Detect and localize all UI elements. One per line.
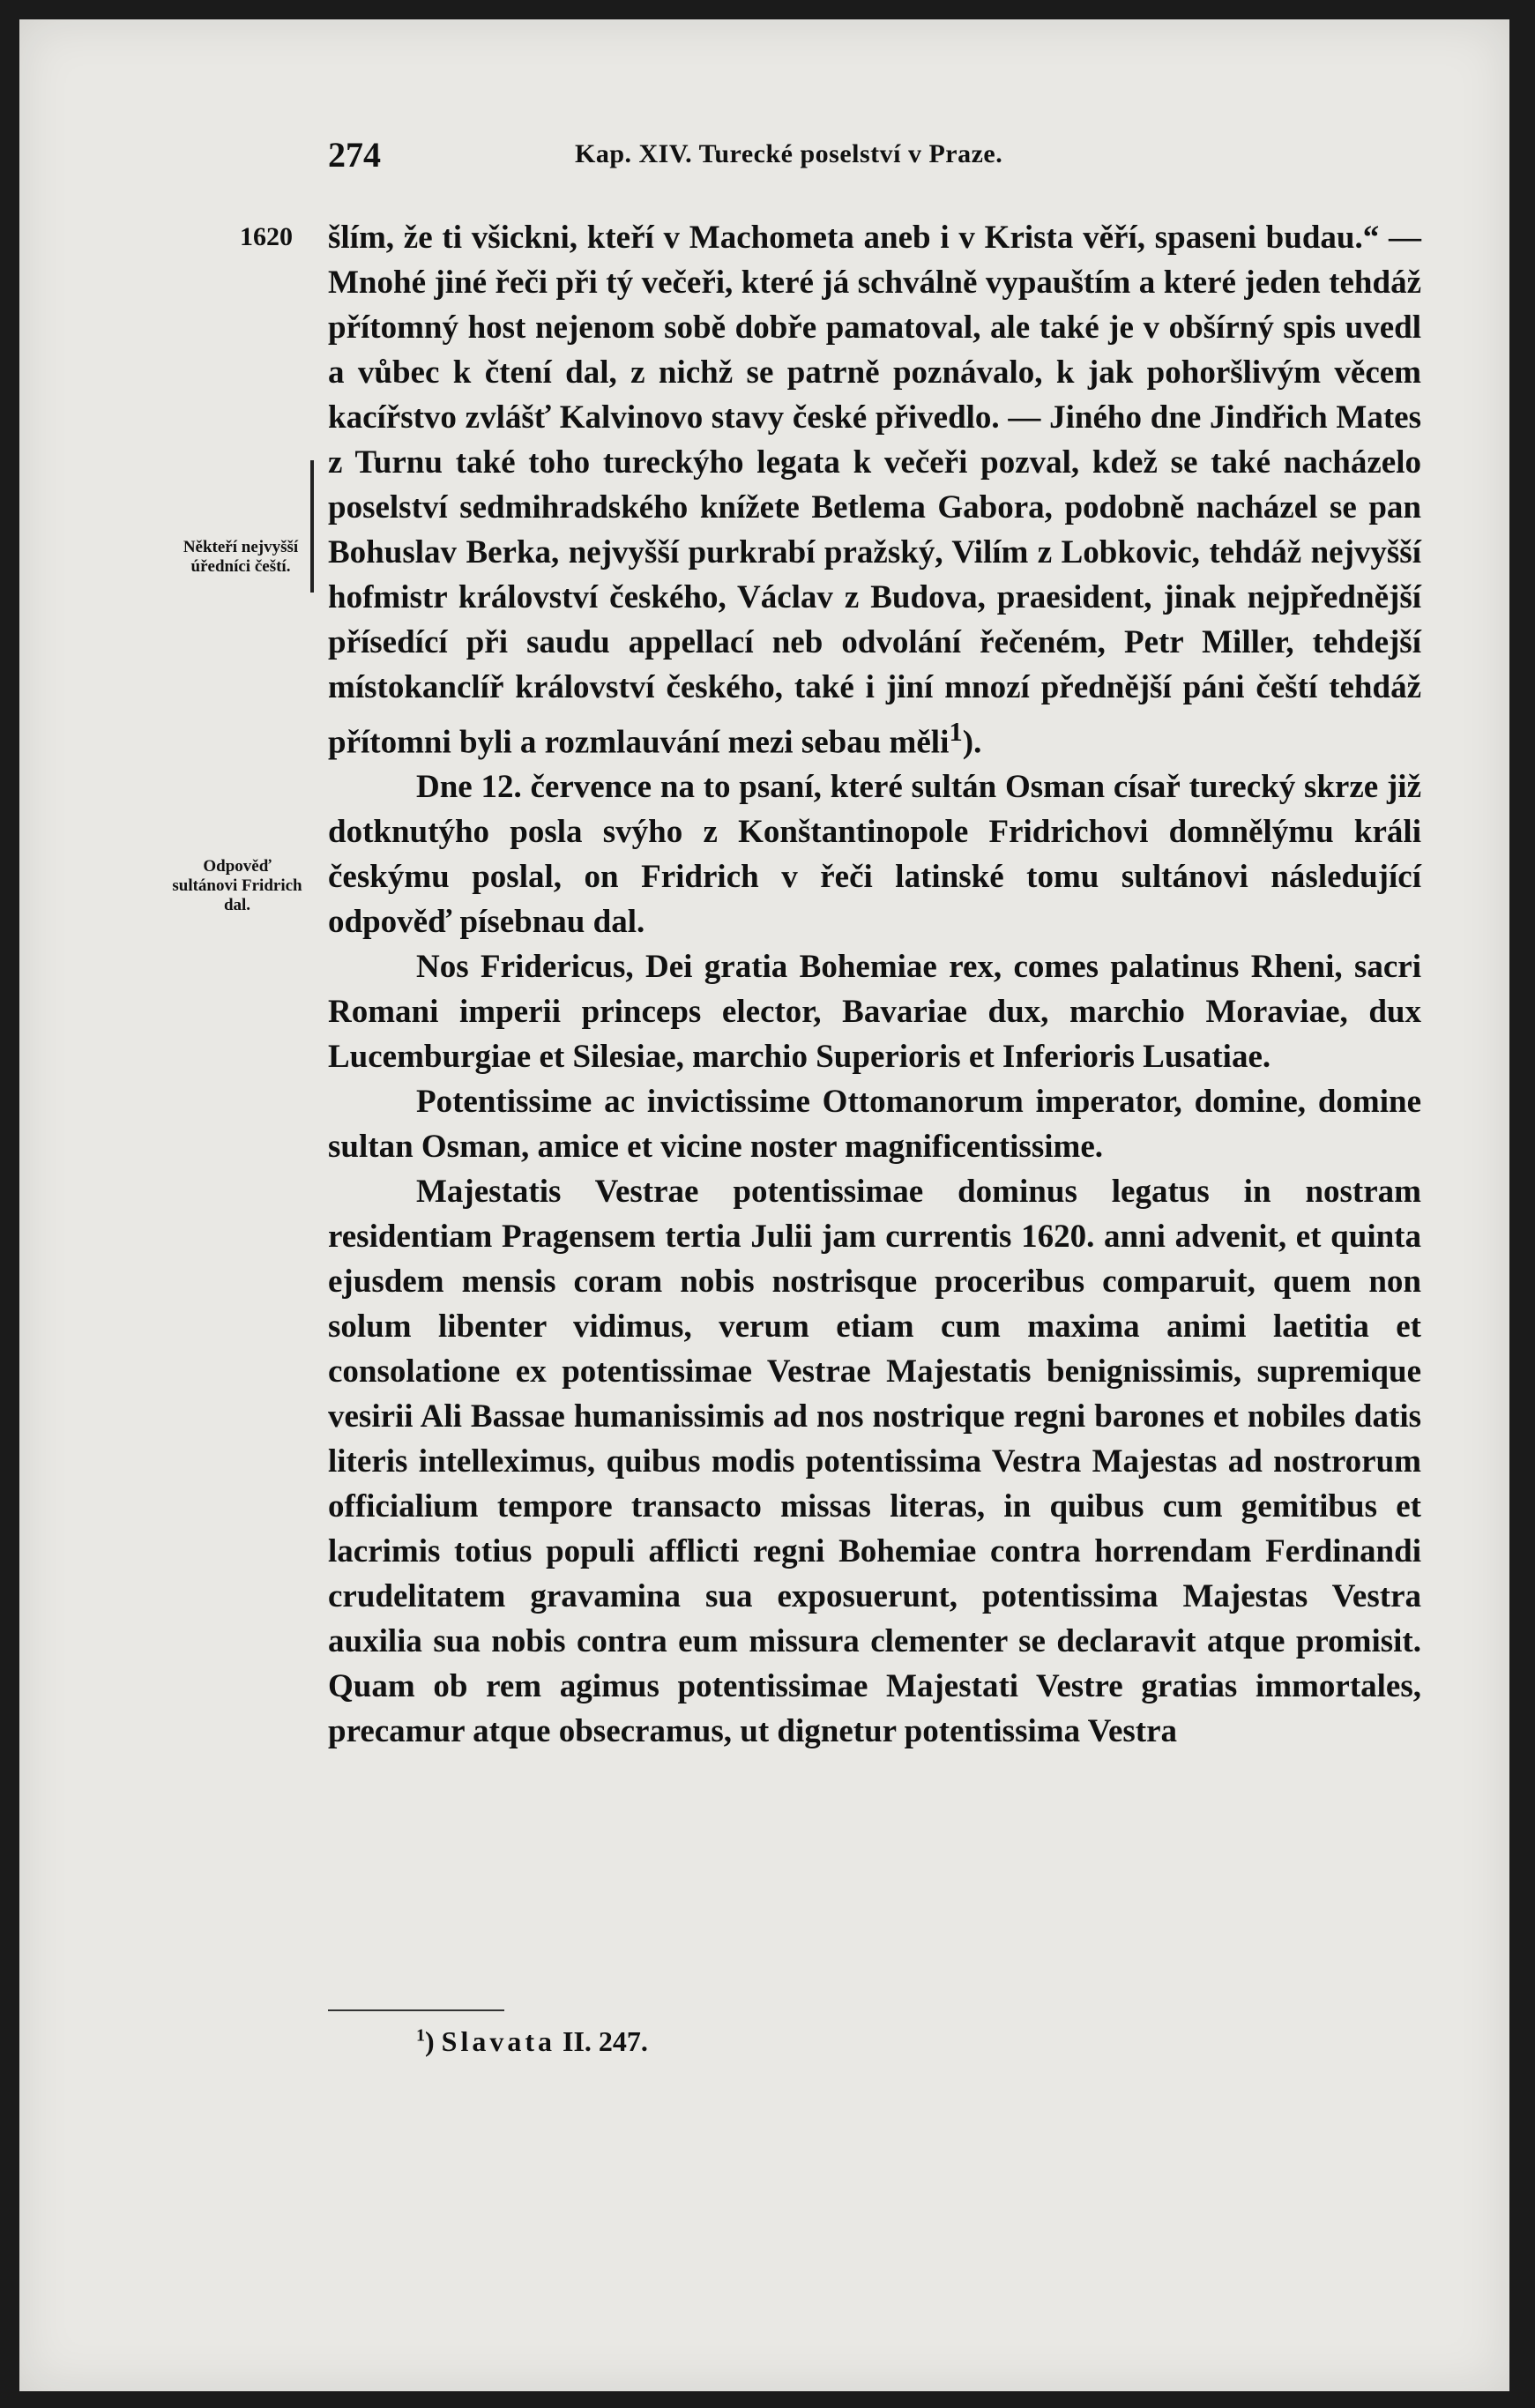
margin-note-nobles: Někteří nejvyšší úředníci čeští. (183, 538, 299, 576)
paragraph: Nos Fridericus, Dei gratia Bohemiae rex, comes palatinus Rheni, sacri Romani imperii princeps elector, Bavariae dux, marchio Moraviae, dux Lucemburgiae et Silesiae, marchio Superioris et Inferioris Lusatiae. (328, 949, 1421, 1076)
page-number: 274 (328, 135, 381, 175)
paragraph (328, 215, 1421, 764)
footnote-rule (328, 2009, 504, 2011)
main-text (328, 215, 1421, 1754)
margin-bracket (310, 460, 314, 593)
footnote-ref-text: II. 247. (563, 2025, 648, 2057)
chapter-title: Kap. XIV. Turecké poselství v Praze. (575, 139, 1003, 168)
footnote-marker-close: ) (425, 2025, 435, 2057)
paragraph: Dne 12. července na to psaní, které sultán Osman císař turecký skrze již dotknutýho posla svýho z Konštantinopole Fridrichovi domnělýmu králi českýmu poslal, on Fridrich v řeči latinské tomu sultánovi následující odpověď písebnau dal. (328, 769, 1421, 941)
running-head (328, 134, 1139, 178)
margin-note-reply: Odpověď sultánovi Fridrich dal. (172, 857, 302, 914)
footnote-marker: 1 (416, 2025, 425, 2046)
book-page (19, 19, 1509, 2391)
footnote-author: Slavata (441, 2025, 555, 2057)
footnote-ref-close: ). (962, 724, 982, 761)
paragraph: Majestatis Vestrae potentissimae dominus legatus in nostram residentiam Pragensem tertia Julii jam currentis 1620. anni advenit, et quinta ejusdem mensis coram nobis nostrisque proceribus comparuit, quem non solum libenter vidimus, verum etiam cum maxima animi laetitia et consolatione ex potentissimae Vestrae Majestatis benignissimis, supremique vesirii Ali Bassae humanissimis ad nos nostrique regni barones et nobiles datis literis intelleximus, quibus modis potentissima Vestra Majestas ad nostrorum officialium tempore transacto missas literas, in quibus cum gemitibus et lacrimis totius populi afflicti regni Bohemiae contra horrendam Ferdinandi crudelitatem gravamina sua exposuerunt, potentissima Majestas Vestra auxilia sua nobis contra eum missura clementer se declaravit atque promisit. Quam ob rem agimus potentissimae Majestati Vestre gratias immortales, precamur atque obsecramus, ut dignetur potentissima Vestra (328, 1174, 1421, 1750)
paragraph-text: šlím, že ti všickni, kteří v Machometa aneb i v Krista věří, spaseni budau.“ — Mnohé jiné řeči při tý večeři, které já schválně vypauštím a které jeden tehdáž přítomný host nejenom sobě dobře pamatoval, ale také je v obšírný spis uvedl a vůbec k čtení dal, z nichž se patrně poznávalo, k jak pohoršlivým věcem kacířstvo zvlášť Kalvinovo stavy české přivedlo. — Jiného dne Jindřich Mates z Turnu také toho tureckýho legata k večeři pozval, kdež se také nacházelo poselství sedmihradského knížete Betlema Gabora, podobně nacházel se pan Bohuslav Berka, nejvyšší purkrabí pražský, Vilím z Lobkovic, tehdáž nejvyšší hofmistr království českého, Václav z Budova, praesident, jinak nejpřednější přísedící při saudu appellací neb odvolání řečeném, Petr Miller, tehdejší místokanclíř království českého, také i jiní mnozí přednější páni čeští tehdáž přítomni byli a rozmlauvání mezi sebau měli (328, 220, 1421, 761)
paragraph: Potentissime ac invictissime Ottomanorum imperator, domine, domine sultan Osman, amice et vicine noster magnificentissime. (328, 1084, 1421, 1166)
margin-year: 1620 (240, 222, 293, 251)
footnote-ref: 1 (949, 717, 963, 747)
footnote (416, 2025, 648, 2058)
